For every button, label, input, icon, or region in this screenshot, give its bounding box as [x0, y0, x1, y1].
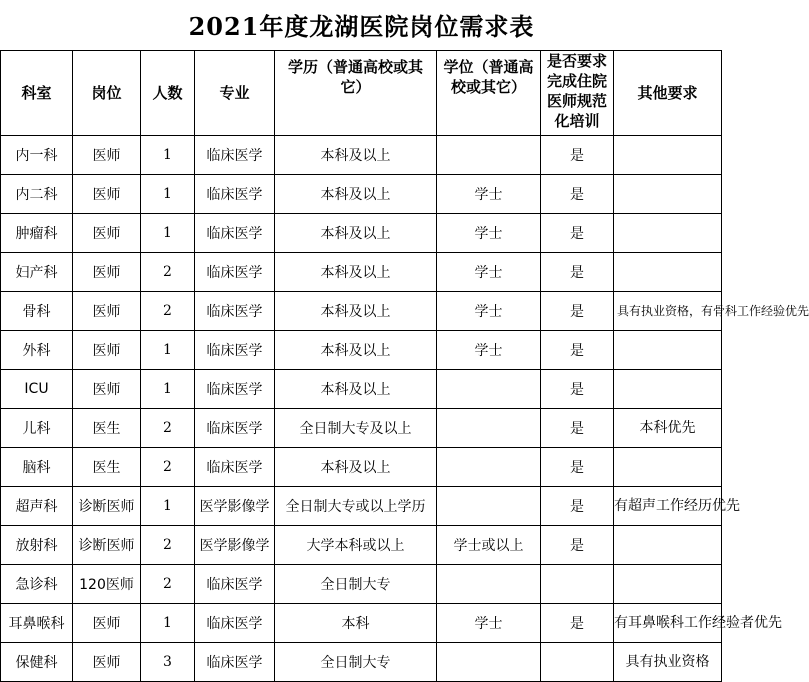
cell-dept: 外科 [1, 331, 73, 370]
cell-major: 临床医学 [195, 448, 275, 487]
cell-residency: 是 [541, 487, 614, 526]
cell-residency: 是 [541, 214, 614, 253]
header-dept: 科室 [1, 51, 73, 136]
cell-major: 临床医学 [195, 253, 275, 292]
cell-post: 医师 [73, 292, 141, 331]
cell-degree [437, 448, 541, 487]
header-other: 其他要求 [614, 51, 722, 136]
cell-major: 医学影像学 [195, 526, 275, 565]
cell-degree: 学士 [437, 331, 541, 370]
cell-major: 临床医学 [195, 370, 275, 409]
cell-dept: 内二科 [1, 175, 73, 214]
cell-edu: 全日制大专或以上学历 [275, 487, 437, 526]
cell-count: 3 [141, 643, 195, 682]
cell-post: 医生 [73, 448, 141, 487]
cell-degree [437, 409, 541, 448]
cell-count: 1 [141, 604, 195, 643]
table-row [1, 643, 722, 682]
cell-count: 2 [141, 526, 195, 565]
cell-other [614, 487, 740, 526]
cell-count: 1 [141, 487, 195, 526]
cell-other [614, 409, 722, 448]
table-row [1, 292, 722, 331]
table-row [1, 370, 722, 409]
cell-post: 医师 [73, 331, 141, 370]
header-education: 学历（普通高校或其它） [275, 51, 437, 136]
cell-residency: 是 [541, 370, 614, 409]
cell-degree [437, 370, 541, 409]
cell-edu: 全日制大专 [275, 643, 437, 682]
cell-other [614, 565, 722, 604]
cell-degree [437, 136, 541, 175]
cell-degree [437, 643, 541, 682]
cell-count: 1 [141, 214, 195, 253]
cell-residency: 是 [541, 292, 614, 331]
cell-dept: 脑科 [1, 448, 73, 487]
cell-other [614, 448, 722, 487]
cell-count: 1 [141, 331, 195, 370]
cell-other-text: 具有执业资格，有骨科工作经验优先 [617, 304, 809, 318]
cell-other [614, 175, 722, 214]
cell-post: 120医师 [73, 565, 141, 604]
header-post: 岗位 [73, 51, 141, 136]
cell-residency: 是 [541, 331, 614, 370]
cell-edu: 全日制大专 [275, 565, 437, 604]
cell-edu: 本科及以上 [275, 370, 437, 409]
cell-edu: 本科及以上 [275, 448, 437, 487]
cell-edu: 本科及以上 [275, 175, 437, 214]
cell-other [614, 643, 722, 682]
table-row [1, 487, 722, 526]
cell-edu: 本科及以上 [275, 253, 437, 292]
cell-edu: 大学本科或以上 [275, 526, 437, 565]
cell-degree: 学士 [437, 175, 541, 214]
cell-post: 医师 [73, 136, 141, 175]
cell-dept: 内一科 [1, 136, 73, 175]
cell-dept: 超声科 [1, 487, 73, 526]
cell-residency: 是 [541, 175, 614, 214]
cell-major: 临床医学 [195, 214, 275, 253]
cell-other-text: 有超声工作经历优先 [614, 497, 740, 514]
cell-other [614, 253, 722, 292]
cell-other-text: 具有执业资格 [625, 653, 710, 670]
cell-residency [541, 643, 614, 682]
cell-count: 2 [141, 448, 195, 487]
cell-dept: 儿科 [1, 409, 73, 448]
cell-residency: 是 [541, 409, 614, 448]
table-row [1, 565, 722, 604]
table-row [1, 604, 722, 643]
cell-dept: ICU [1, 370, 73, 409]
table-row [1, 409, 722, 448]
cell-degree [437, 487, 541, 526]
cell-count: 2 [141, 253, 195, 292]
cell-major: 临床医学 [195, 643, 275, 682]
table-row [1, 526, 722, 565]
cell-edu: 本科及以上 [275, 331, 437, 370]
cell-major: 临床医学 [195, 565, 275, 604]
cell-edu: 本科及以上 [275, 214, 437, 253]
table-row [1, 175, 722, 214]
cell-dept: 放射科 [1, 526, 73, 565]
table-row [1, 448, 722, 487]
header-major: 专业 [195, 51, 275, 136]
table-row [1, 214, 722, 253]
cell-residency: 是 [541, 604, 614, 643]
cell-major: 临床医学 [195, 175, 275, 214]
cell-other-text: 本科优先 [639, 419, 696, 436]
header-residency: 是否要求完成住院医师规范化培训 [541, 51, 614, 136]
cell-dept: 保健科 [1, 643, 73, 682]
cell-residency: 是 [541, 448, 614, 487]
cell-other [614, 370, 722, 409]
cell-residency: 是 [541, 253, 614, 292]
cell-other [614, 214, 722, 253]
cell-other [614, 331, 722, 370]
cell-degree: 学士 [437, 214, 541, 253]
cell-post: 医师 [73, 253, 141, 292]
cell-residency: 是 [541, 136, 614, 175]
cell-major: 临床医学 [195, 604, 275, 643]
cell-count: 1 [141, 175, 195, 214]
cell-post: 医生 [73, 409, 141, 448]
cell-residency: 是 [541, 526, 614, 565]
cell-post: 医师 [73, 175, 141, 214]
cell-other [614, 292, 809, 331]
table-row [1, 331, 722, 370]
cell-dept: 急诊科 [1, 565, 73, 604]
cell-count: 1 [141, 370, 195, 409]
cell-other [614, 136, 722, 175]
cell-major: 临床医学 [195, 292, 275, 331]
cell-post: 诊断医师 [73, 526, 141, 565]
cell-major: 医学影像学 [195, 487, 275, 526]
cell-other [614, 526, 722, 565]
job-requirements-table [0, 50, 809, 682]
cell-degree: 学士或以上 [437, 526, 541, 565]
cell-degree: 学士 [437, 253, 541, 292]
cell-edu: 本科及以上 [275, 136, 437, 175]
cell-edu: 本科及以上 [275, 292, 437, 331]
header-row [1, 51, 722, 136]
cell-post: 医师 [73, 214, 141, 253]
table-row [1, 136, 722, 175]
header-count: 人数 [141, 51, 195, 136]
cell-residency [541, 565, 614, 604]
cell-count: 2 [141, 292, 195, 331]
header-degree: 学位（普通高校或其它） [437, 51, 541, 136]
cell-count: 1 [141, 136, 195, 175]
table-row [1, 253, 722, 292]
cell-other-text: 有耳鼻喉科工作经验者优先 [614, 614, 782, 631]
cell-dept: 骨科 [1, 292, 73, 331]
cell-degree: 学士 [437, 292, 541, 331]
cell-edu: 全日制大专及以上 [275, 409, 437, 448]
cell-post: 医师 [73, 370, 141, 409]
cell-dept: 妇产科 [1, 253, 73, 292]
cell-dept: 肿瘤科 [1, 214, 73, 253]
cell-major: 临床医学 [195, 331, 275, 370]
page-title: 2021年度龙湖医院岗位需求表 [188, 12, 535, 41]
cell-count: 2 [141, 565, 195, 604]
cell-degree: 学士 [437, 604, 541, 643]
cell-major: 临床医学 [195, 136, 275, 175]
cell-post: 医师 [73, 643, 141, 682]
cell-count: 2 [141, 409, 195, 448]
cell-post: 医师 [73, 604, 141, 643]
cell-dept: 耳鼻喉科 [1, 604, 73, 643]
cell-post: 诊断医师 [73, 487, 141, 526]
cell-edu: 本科 [275, 604, 437, 643]
cell-degree [437, 565, 541, 604]
cell-major: 临床医学 [195, 409, 275, 448]
cell-other [614, 604, 782, 643]
